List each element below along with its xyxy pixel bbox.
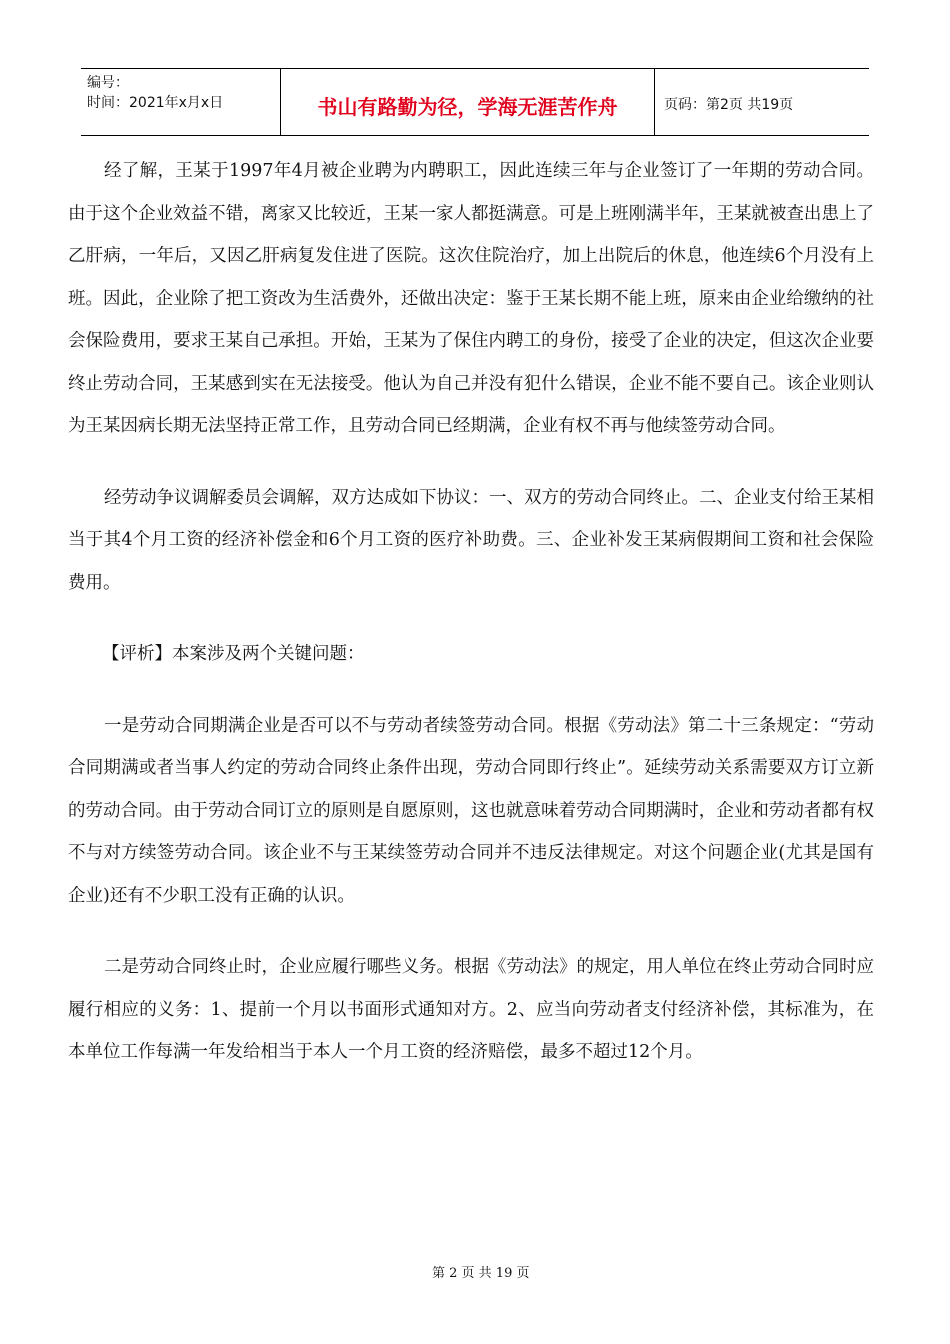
header-motto: 书山有路勤为径，学海无涯苦作舟 [281,69,655,135]
page-footer: 第 2 页 共 19 页 [432,1266,530,1281]
body-paragraph: 经劳动争议调解委员会调解，双方达成如下协议：一、双方的劳动合同终止。二、企业支付给王某相当于其4个月工资的经济补偿金和6个月工资的医疗补助费。三、企业补发王某病假期间工资和社会保险费用。 [68,487,874,593]
review-heading: 【评析】本案涉及两个关键问题： [102,644,365,664]
document-body [68,150,874,1103]
document-date-label: 时间：2021年x月x日 [87,95,224,111]
document-number-label: 编号： [87,75,129,91]
body-paragraph: 二是劳动合同终止时，企业应履行哪些义务。根据《劳动法》的规定，用人单位在终止劳动合同时应履行相应的义务：1、提前一个月以书面形式通知对方。2、应当向劳动者支付经济补偿，其标准为，在本单位工作每满一年发给相当于本人一个月工资的经济赔偿，最多不超过12个月。 [68,957,874,1062]
body-paragraph: 一是劳动合同期满企业是否可以不与劳动者续签劳动合同。根据《劳动法》第二十三条规定：“劳动合同期满或者当事人约定的劳动合同终止条件出现，劳动合同即行终止”。延续劳动关系需要双方订立新的劳动合同。由于劳动合同订立的原则是自愿原则，这也就意味着劳动合同期满时，企业和劳动者都有权不与对方续签劳动合同。该企业不与王某续签劳动合同并不违反法律规定。对这个问题企业(尤其是国有企业)还有不少职工没有正确的认识。 [68,715,874,906]
header-meta [81,69,281,135]
header-page-info: 页码：第2页 共19页 [664,97,794,113]
body-paragraph: 经了解，王某于1997年4月被企业聘为内聘职工，因此连续三年与企业签订了一年期的劳动合同。由于这个企业效益不错，离家又比较近，王某一家人都挺满意。可是上班刚满半年，王某就被查出患上了乙肝病，一年后，又因乙肝病复发住进了医院。这次住院治疗，加上出院后的休息，他连续6个月没有上班。因此，企业除了把工资改为生活费外，还做出决定：鉴于王某长期不能上班，原来由企业给缴纳的社会保险费用，要求王某自己承担。开始，王某为了保住内聘工的身份，接受了企业的决定，但这次企业要终止劳动合同，王某感到实在无法接受。他认为自己并没有犯什么错误，企业不能不要自己。该企业则认为王某因病长期无法坚持正常工作，且劳动合同已经期满，企业有权不再与他续签劳动合同。 [68,161,874,436]
page-header [81,68,869,136]
